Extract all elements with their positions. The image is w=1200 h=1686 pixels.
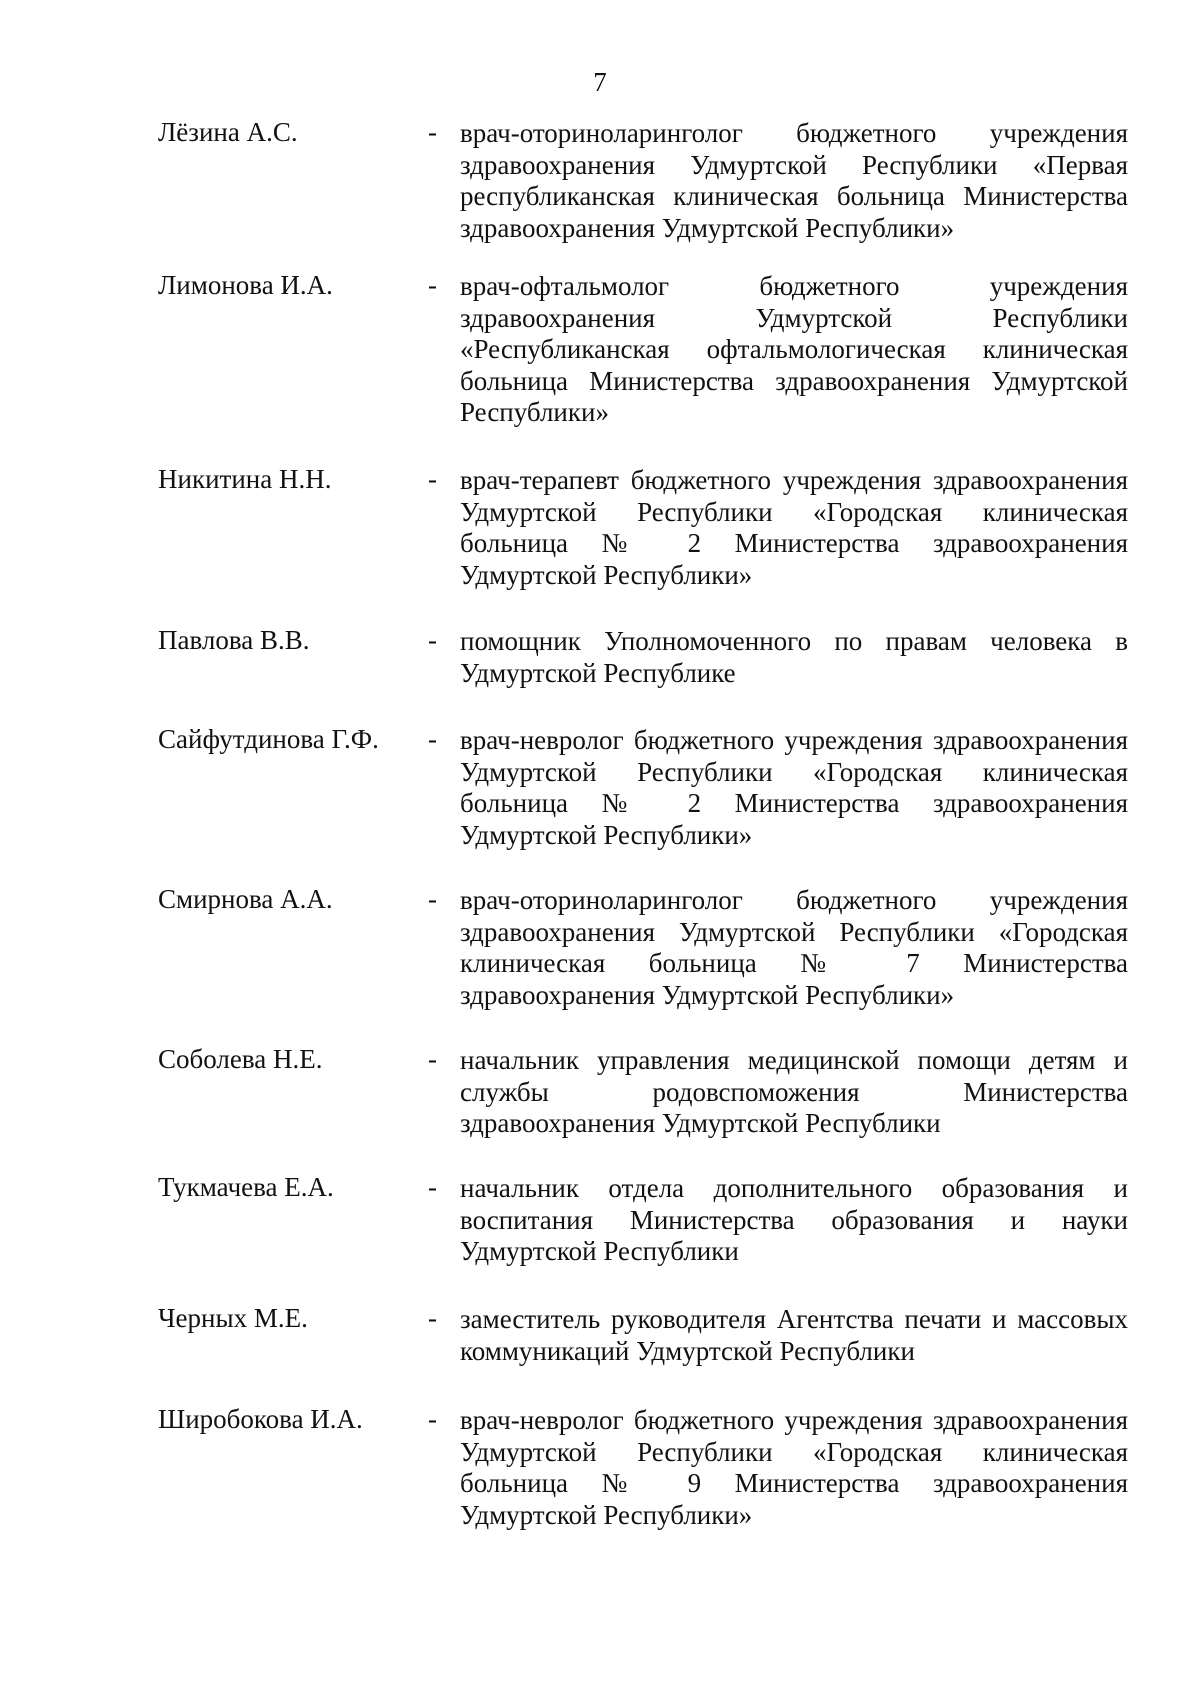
position-description: начальник управления медицинской помощи детям и службы родовспоможения Министерства здравоохранения Удмуртской Республики xyxy=(460,1045,1128,1138)
person-name: Павлова В.В. xyxy=(158,625,310,655)
dash: - xyxy=(428,117,437,147)
list-item-shirobokova xyxy=(158,1403,1128,1543)
position-description: начальник отдела дополнительного образования и воспитания Министерства образования и науки Удмуртской Республики xyxy=(460,1173,1128,1266)
dash: - xyxy=(428,1172,437,1202)
person-name: Лимонова И.А. xyxy=(158,270,333,300)
position-description: врач-невролог бюджетного учреждения здравоохранения Удмуртской Республики «Городская клиническая больница № 2 Министерства здравоохранения Удмуртской Республики» xyxy=(460,725,1128,850)
position-description: врач-терапевт бюджетного учреждения здравоохранения Удмуртской Республики «Городская клиническая больница № 2 Министерства здравоохранения Удмуртской Республики» xyxy=(460,465,1128,590)
list-item-nikitina xyxy=(158,463,1128,603)
dash: - xyxy=(428,884,437,914)
list-item-limonova xyxy=(158,269,1128,427)
person-name: Сайфутдинова Г.Ф. xyxy=(158,724,379,754)
position-description: врач-офтальмолог бюджетного учреждения здравоохранения Удмуртской Республики «Республиканская офтальмологическая клиническая больница Министерства здравоохранения Удмуртской Республики» xyxy=(460,271,1128,427)
dash: - xyxy=(428,464,437,494)
person-name: Лёзина А.С. xyxy=(158,117,298,147)
person-name: Смирнова А.А. xyxy=(158,884,333,914)
list-item-saifutdinova xyxy=(158,723,1128,863)
position-description: врач-оториноларинголог бюджетного учреждения здравоохранения Удмуртской Республики «Городская клиническая больница № 7 Министерства здравоохранения Удмуртской Республики» xyxy=(460,885,1128,1010)
dash: - xyxy=(428,625,437,655)
person-name: Соболева Н.Е. xyxy=(158,1044,323,1074)
position-description: врач-оториноларинголог бюджетного учреждения здравоохранения Удмуртской Республики «Первая республиканская клиническая больница Министерства здравоохранения Удмуртской Республики» xyxy=(460,118,1128,243)
page-number: 7 xyxy=(593,67,607,97)
person-name: Черных М.Е. xyxy=(158,1303,308,1333)
dash: - xyxy=(428,270,437,300)
dash: - xyxy=(428,1044,437,1074)
person-name: Широбокова И.А. xyxy=(158,1404,363,1434)
position-description: заместитель руководителя Агентства печати и массовых коммуникаций Удмуртской Республики xyxy=(460,1304,1128,1366)
list-item-tukmacheva xyxy=(158,1171,1128,1311)
position-description: помощник Уполномоченного по правам человека в Удмуртской Республике xyxy=(460,626,1128,688)
person-name: Тукмачева Е.А. xyxy=(158,1172,334,1202)
position-description: врач-невролог бюджетного учреждения здравоохранения Удмуртской Республики «Городская клиническая больница № 9 Министерства здравоохранения Удмуртской Республики» xyxy=(460,1405,1128,1530)
list-item-soboleva xyxy=(158,1043,1128,1183)
dash: - xyxy=(428,1404,437,1434)
person-name: Никитина Н.Н. xyxy=(158,464,332,494)
list-item-smirnova xyxy=(158,883,1128,1023)
list-item-lezina xyxy=(158,116,1128,256)
dash: - xyxy=(428,1303,437,1333)
dash: - xyxy=(428,724,437,754)
